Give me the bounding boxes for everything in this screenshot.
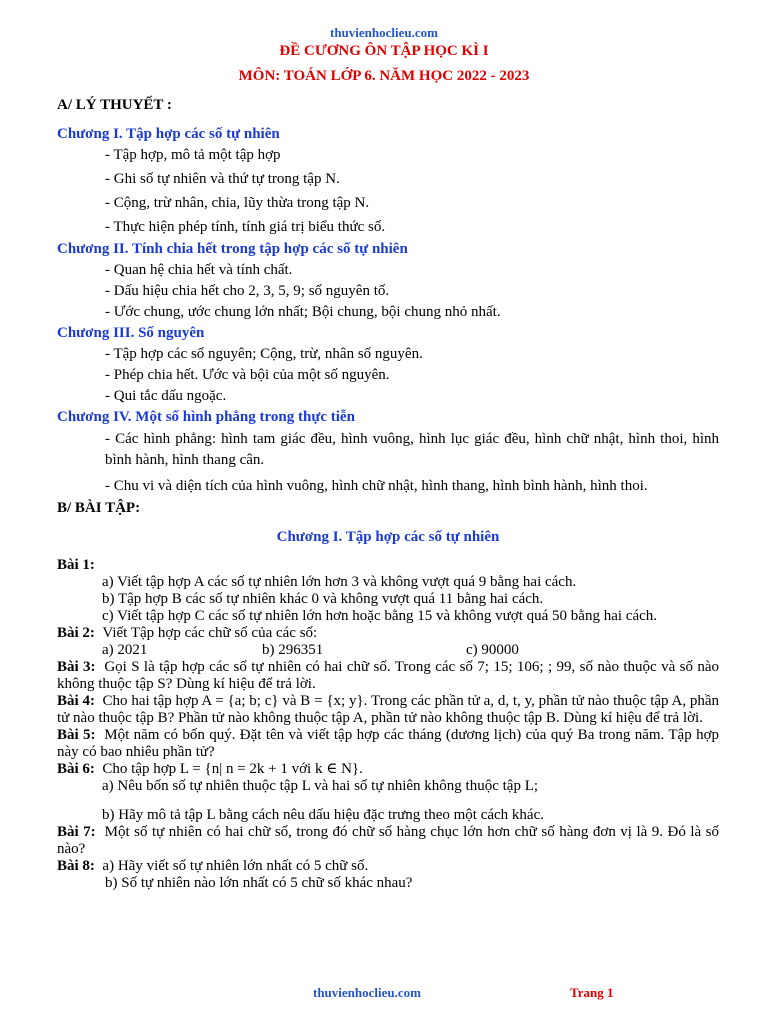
list-item: - Tập hợp, mô tả một tập hợp xyxy=(105,147,281,163)
exercise-2-options xyxy=(102,642,719,659)
theory-chapter-4: Chương IV. Một số hình phẳng trong thực tiễn xyxy=(57,409,355,425)
list-item: - Thực hiện phép tính, tính giá trị biểu thức số. xyxy=(105,219,386,235)
exercise-text: Một năm có bốn quý. Đặt tên và viết tập hợp các tháng (dương lịch) của quý Ba trong năm. Tập hợp này có bao nhiêu phần tử? xyxy=(57,727,720,760)
exercise-label: Bài 8: xyxy=(57,858,95,874)
exercise-text: Viết Tập hợp các chữ số của các số: xyxy=(102,625,318,641)
exercise-label: Bài 1: xyxy=(57,557,95,573)
list-item: - Chu vi và diện tích của hình vuông, hình chữ nhật, hình thang, hình bình hành, hình thoi. xyxy=(105,478,648,494)
theory-heading: A/ LÝ THUYẾT : xyxy=(57,97,172,113)
exercise-1c: c) Viết tập hợp C các số tự nhiên lớn hơn hoặc bằng 15 và không vượt quá 50 bằng hai cách. xyxy=(102,608,658,624)
list-item: - Ghi số tự nhiên và thứ tự trong tập N. xyxy=(105,171,340,187)
document-subtitle: MÔN: TOÁN LỚP 6. NĂM HỌC 2022 - 2023 xyxy=(238,68,530,84)
list-item: - Cộng, trừ nhân, chia, lũy thừa trong tập N. xyxy=(105,195,370,211)
exercise-6b: b) Hãy mô tả tập L bằng cách nêu dấu hiệu đặc trưng theo một cách khác. xyxy=(102,807,544,823)
exercise-label: Bài 2: xyxy=(57,625,95,641)
exercise-6 xyxy=(57,761,719,778)
exercise-text: Gọi S là tập hợp các số tự nhiên có hai chữ số. Trong các số 7; 15; 106; ; 99, số nào thuộc và số nào không thuộc tập S? Dùng kí hiệu để trả lời. xyxy=(57,659,720,692)
exercise-label: Bài 3: xyxy=(57,659,96,675)
list-item: - Phép chia hết. Ước và bội của một số nguyên. xyxy=(105,367,390,383)
exercise-1a: a) Viết tập hợp A các số tự nhiên lớn hơn 3 và không vượt quá 9 bằng hai cách. xyxy=(102,574,577,590)
exercise-4 xyxy=(57,693,719,727)
exercise-2 xyxy=(57,625,719,642)
exercise-3 xyxy=(57,659,719,693)
exercise-text: Cho tập hợp L = {n| n = 2k + 1 với k ∈ N}. xyxy=(102,761,363,777)
exercise-6a: a) Nêu bốn số tự nhiên thuộc tập L và hai số tự nhiên không thuộc tập L; xyxy=(102,778,539,794)
list-item: - Quan hệ chia hết và tính chất. xyxy=(105,262,293,278)
exercise-label: Bài 5: xyxy=(57,727,96,743)
list-item: - Tập hợp các số nguyên; Cộng, trừ, nhân số nguyên. xyxy=(105,346,423,362)
exercise-5 xyxy=(57,727,719,761)
theory-chapter-1: Chương I. Tập hợp các số tự nhiên xyxy=(57,126,280,142)
exercise-label: Bài 7: xyxy=(57,824,96,840)
exercise-1b: b) Tập hợp B các số tự nhiên khác 0 và không vượt quá 11 bằng hai cách. xyxy=(102,591,544,607)
theory-chapter-2: Chương II. Tính chia hết trong tập hợp các số tự nhiên xyxy=(57,241,408,257)
list-item: - Dấu hiệu chia hết cho 2, 3, 5, 9; số nguyên tố. xyxy=(105,283,390,299)
exercise-2a: a) 2021 xyxy=(102,642,148,658)
exercise-2b: b) 296351 xyxy=(262,642,324,658)
exercise-text: Một số tự nhiên có hai chữ số, trong đó chữ số hàng chục lớn hơn chữ số hàng đơn vị là 9. Đó là số nào? xyxy=(57,824,720,857)
exercise-label: Bài 6: xyxy=(57,761,95,777)
exercise-8a: a) Hãy viết số tự nhiên lớn nhất có 5 chữ số. xyxy=(102,858,369,874)
theory-chapter-3: Chương III. Số nguyên xyxy=(57,325,205,341)
list-item: - Các hình phẳng: hình tam giác đều, hình vuông, hình lục giác đều, hình chữ nhật, hình thoi, hình bình hành, hình thang cân. xyxy=(105,431,719,468)
exercise-1 xyxy=(57,557,719,574)
list-item: - Qui tắc dấu ngoặc. xyxy=(105,388,227,404)
exercise-label: Bài 4: xyxy=(57,693,95,709)
header-site[interactable]: thuvienhoclieu.com xyxy=(330,25,438,40)
document-body xyxy=(57,96,719,892)
exercise-8b: b) Số tự nhiên nào lớn nhất có 5 chữ số khác nhau? xyxy=(105,875,413,891)
exercises-chapter-title: Chương I. Tập hợp các số tự nhiên xyxy=(276,529,500,545)
document-title: ĐỀ CƯƠNG ÔN TẬP HỌC KÌ I xyxy=(279,43,489,59)
exercise-8 xyxy=(57,858,719,875)
exercise-2c: c) 90000 xyxy=(466,642,519,658)
exercise-7 xyxy=(57,824,719,858)
list-item: - Ước chung, ước chung lớn nhất; Bội chung, bội chung nhỏ nhất. xyxy=(105,304,501,320)
exercises-heading: B/ BÀI TẬP: xyxy=(57,500,141,516)
exercise-text: Cho hai tập hợp A = {a; b; c} và B = {x; y}. Trong các phần tử a, d, t, y, phần tử nào thuộc tập A, phần tử nào thuộc tập B? Phần tử nào không thuộc tập A, phần tử nào không thuộc tập B. Dùng kí hiệu để trả lời. xyxy=(57,693,720,726)
page-number: Trang 1 xyxy=(570,985,614,1000)
footer-site[interactable]: thuvienhoclieu.com xyxy=(313,985,421,1000)
